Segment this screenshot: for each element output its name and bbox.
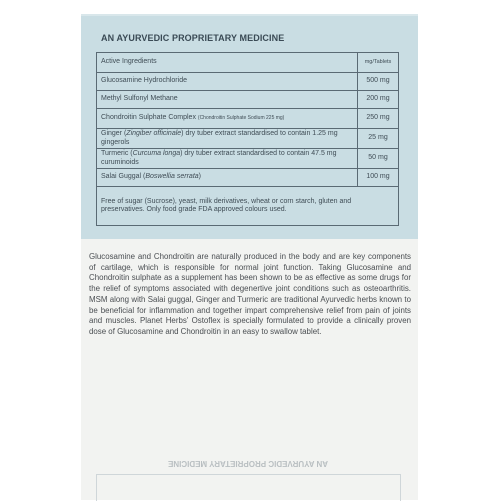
ingredient-name-suffix: ): [198, 173, 202, 181]
ingredient-name: Glucosamine Hydrochloride: [97, 73, 358, 91]
ingredient-name: [97, 169, 358, 187]
ingredient-name-prefix: Salai Guggal (: [101, 173, 146, 181]
ingredient-main-name: Chondroitin Sulphate Complex: [101, 114, 196, 122]
ingredient-note: (Chondroitin Sulphate Sodium 225 mg): [197, 115, 285, 122]
ingredients-table: [96, 52, 399, 226]
medicine-heading: AN AYURVEDIC PROPRIETARY MEDICINE: [101, 33, 285, 43]
ingredient-amount: 250 mg: [358, 109, 399, 129]
ingredient-name-suffix: ) dry tuber extract standardised to contain 47.5 mg curuminoids: [101, 150, 337, 166]
botanical-name: Boswellia serrata: [145, 173, 199, 181]
ingredient-amount: 200 mg: [358, 91, 399, 109]
description-text: Glucosamine and Chondroitin are naturally produced in the body and are key components of cartilage, which is responsible for normal joint function. Taking Glucosamine and Chondroitin sulphate as a supplement has been shown to be as effective as some drugs for the relief of symptoms associated with degenertive joint conditions such as osteoarthritis. MSM along with Salai guggal, Ginger and Turmeric are traditional Ayurvedic herbs known to be beneficial for inflammation and together impart comprehensive relief from pain of joints and muscles. Planet Herbs' Ostoflex is specially formulated to provide a clinically proven dose of Glucosamine and Chondroitin in an easy to swallow tablet.: [89, 252, 411, 336]
botanical-name: Curcuma longa: [132, 150, 181, 157]
ingredient-name: [97, 129, 358, 149]
ingredient-amount: 50 mg: [358, 149, 399, 169]
amount-column-header: mg/Tablets: [358, 53, 399, 73]
ingredient-name-prefix: Ginger (: [101, 130, 127, 137]
ingredient-name: Methyl Sulfonyl Methane: [97, 91, 358, 109]
ingredient-name-prefix: Turmeric (: [101, 150, 133, 157]
ingredients-column-header: Active Ingredients: [97, 53, 358, 73]
ingredient-name-suffix: ) dry tuber extract standardised to contain 1.25 mg gingerols: [101, 130, 338, 146]
table-header-row: [97, 53, 399, 73]
table-row: [97, 109, 399, 129]
mirrored-heading: AN AYURVEDIC PROPRIETARY MEDICINE: [168, 459, 329, 468]
table-row: [97, 73, 399, 91]
ingredient-amount: 500 mg: [358, 73, 399, 91]
footnote-row: [97, 187, 399, 226]
ingredient-name: [97, 109, 358, 129]
ingredient-name: [97, 149, 358, 169]
table-row: [97, 91, 399, 109]
table-row: [97, 169, 399, 187]
table-row: [97, 149, 399, 169]
ingredient-amount: 25 mg: [358, 129, 399, 149]
footnote-text: Free of sugar (Sucrose), yeast, milk derivatives, wheat or corn starch, gluten and preservatives. Only food grade FDA approved colours used.: [97, 187, 399, 226]
botanical-name: Zingiber officinale: [126, 130, 182, 137]
ingredient-amount: 100 mg: [358, 169, 399, 187]
mirrored-table-edge: [96, 474, 401, 501]
table-row: [97, 129, 399, 149]
